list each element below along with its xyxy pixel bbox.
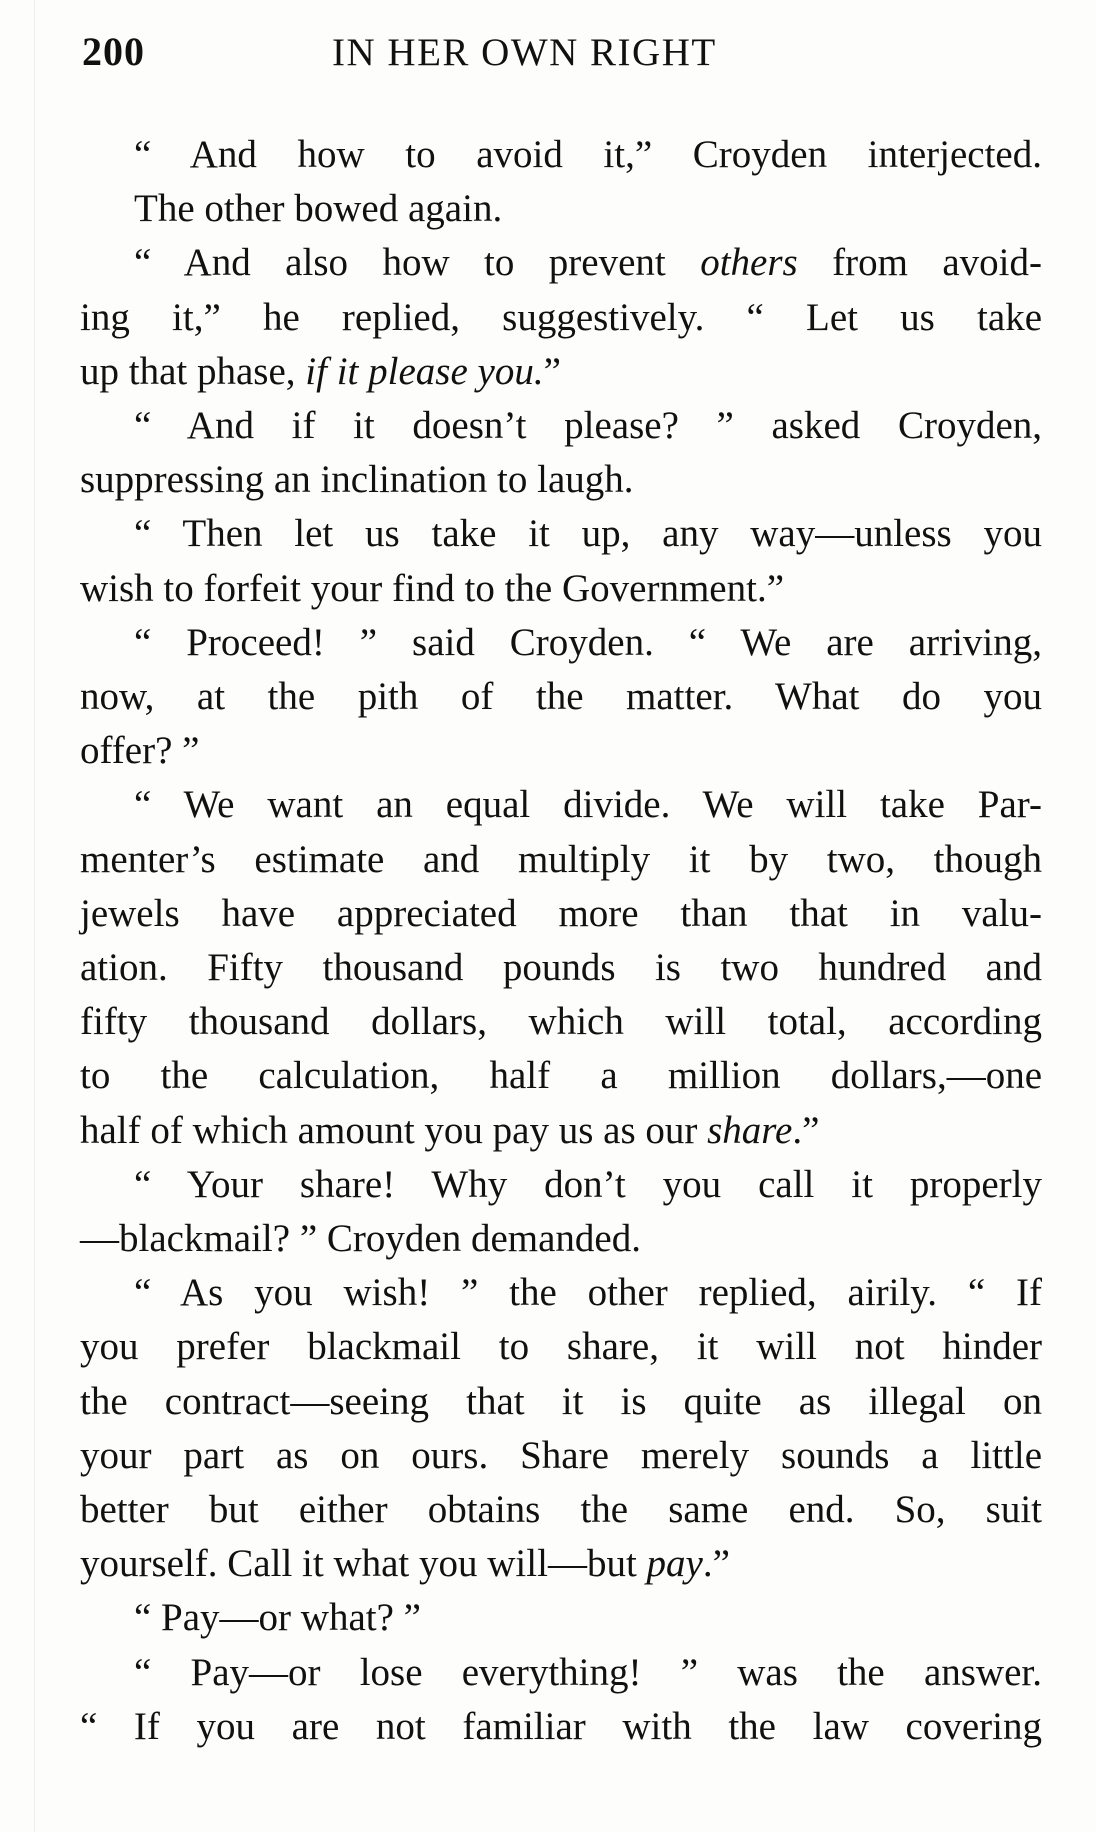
text-line: “ Then let us take it up, any way—unless you [134,512,1042,556]
text-line: “ As you wish! ” the other replied, airily. “ If [134,1271,1042,1315]
page-edge [34,0,35,1832]
text-line: half of which amount you pay us as our share.” [80,1108,820,1152]
text-line: “ And how to avoid it,” Croyden interjected. [134,133,1042,176]
text-line: you prefer blackmail to share, it will not hinder [80,1325,1042,1369]
text-line: offer? ” [80,729,200,773]
text-line: the contract—seeing that it is quite as illegal on [80,1379,1042,1423]
text-line: to the calculation, half a million dollars,—one [80,1054,1042,1098]
text-line: —blackmail? ” Croyden demanded. [80,1217,641,1261]
text-line: The other bowed again. [134,187,503,231]
text-line: yourself. Call it what you will—but pay.” [80,1542,730,1586]
text-line: menter’s estimate and multiply it by two, though [80,837,1042,881]
text-line: better but either obtains the same end. So, suit [80,1488,1042,1532]
text-line: up that phase, if it please you.” [80,349,561,393]
text-line: “ We want an equal divide. We will take Par- [134,783,1042,827]
text-line: “ If you are not familiar with the law covering [80,1704,1042,1748]
page-number: 200 [82,29,145,74]
running-head: IN HER OWN RIGHT [332,31,717,74]
text-line: wish to forfeit your find to the Government.” [80,566,784,610]
text-line: “ Pay—or what? ” [134,1596,421,1640]
text-line: ing it,” he replied, suggestively. “ Let us take [80,295,1042,339]
page-header [82,28,1056,88]
text-line: “ And if it doesn’t please? ” asked Croyden, [134,404,1042,448]
text-line: “ Pay—or lose everything! ” was the answer. [134,1650,1042,1694]
italic-word: share [707,1108,793,1152]
italic-word: pay [646,1542,703,1586]
text-line: “ Your share! Why don’t you call it properly [134,1162,1042,1206]
body-text [80,128,1042,1754]
text-line: ation. Fifty thousand pounds is two hundred and [80,946,1042,990]
text-line: “ And also how to prevent others from avoid- [134,241,1042,285]
italic-word: if it please you. [305,349,544,393]
italic-word: others [700,241,798,285]
text-line: your part as on ours. Share merely sounds a little [80,1433,1042,1477]
text-line: “ Proceed! ” said Croyden. “ We are arriving, [134,620,1042,664]
text-line: suppressing an inclination to laugh. [80,458,634,502]
text-line: fifty thousand dollars, which will total, according [80,1000,1042,1044]
text-line: jewels have appreciated more than that in valu- [80,891,1042,935]
text-line: now, at the pith of the matter. What do you [80,675,1042,719]
